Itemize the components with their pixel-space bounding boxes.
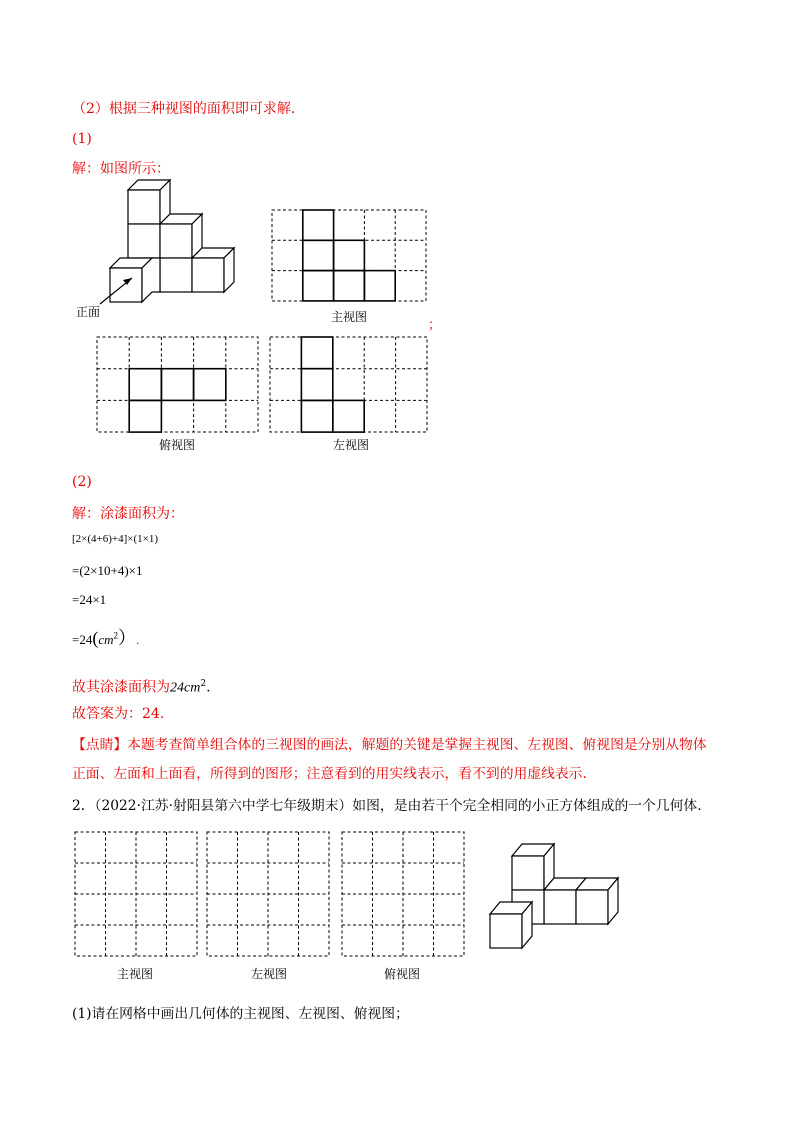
question-1: (1)请在网格中画出几何体的主视图、左视图、俯视图； bbox=[72, 1006, 409, 1022]
caption-top-view-1: 俯视图 bbox=[159, 438, 196, 452]
math-close-paren: ） bbox=[118, 628, 137, 648]
conclusion-period: . bbox=[206, 679, 211, 696]
conclusion bbox=[72, 674, 211, 699]
stray-mark: ； bbox=[428, 318, 442, 333]
math-period: . bbox=[136, 632, 140, 647]
comment-line-1: 【点睛】本题考查简单组合体的三视图的画法，解题的关键是掌握主视图、左视图、俯视图是分别从物体 bbox=[72, 737, 707, 753]
top-view-grid-2 bbox=[342, 832, 465, 957]
label-2: (2) bbox=[72, 474, 92, 490]
left-view-grid-2 bbox=[207, 832, 330, 957]
math-unit-exp: 2 bbox=[113, 630, 119, 641]
answer-line: 故答案为：24. bbox=[72, 706, 165, 722]
cube-figure-2 bbox=[488, 842, 628, 952]
caption-top-view-2: 俯视图 bbox=[384, 967, 421, 981]
problem2-statement: 2．（2022·江苏·射阳县第六中学七年级期末）如图，是由若干个完全相同的小正方体组成的一个几何体. bbox=[72, 798, 702, 814]
caption-main-view-2: 主视图 bbox=[117, 967, 154, 981]
math-line-1: [2×(4+6)+4]×(1×1) bbox=[72, 533, 158, 545]
caption-left-view-1: 左视图 bbox=[333, 438, 370, 452]
main-view-grid-2 bbox=[75, 832, 198, 957]
cube-group bbox=[110, 180, 234, 302]
comment-line-2: 正面、左面和上面看，所得到的图形；注意看到的用实线表示，看不到的用虚线表示. bbox=[72, 766, 587, 782]
conclusion-prefix: 故其涂漆面积为 bbox=[72, 679, 170, 696]
math-line-3: =24×1 bbox=[72, 592, 107, 607]
left-view-grid-1 bbox=[270, 337, 428, 433]
cube-group-2 bbox=[490, 844, 618, 948]
solution-intro: 解：如图所示： bbox=[72, 161, 170, 177]
math-line-4-value: =24 bbox=[72, 632, 93, 647]
top-view-grid-1 bbox=[97, 337, 259, 433]
hint-2: （2）根据三种视图的面积即可求解. bbox=[72, 101, 296, 117]
solution2-intro: 解：涂漆面积为： bbox=[72, 506, 184, 522]
math-line-2: =(2×10+4)×1 bbox=[72, 563, 143, 578]
caption-left-view-2: 左视图 bbox=[251, 967, 288, 981]
main-view-grid-1 bbox=[272, 210, 427, 302]
cube-figure-1 bbox=[70, 180, 250, 320]
math-unit: cm bbox=[98, 632, 114, 647]
conclusion-exp: 2 bbox=[200, 679, 207, 689]
conclusion-value: 24cm bbox=[170, 680, 201, 696]
label-1: (1) bbox=[72, 131, 92, 147]
caption-main-view-1: 主视图 bbox=[331, 310, 368, 324]
math-line-4: $=24(cm^2)$. bbox=[72, 628, 140, 648]
front-label: 正面 bbox=[76, 305, 101, 319]
